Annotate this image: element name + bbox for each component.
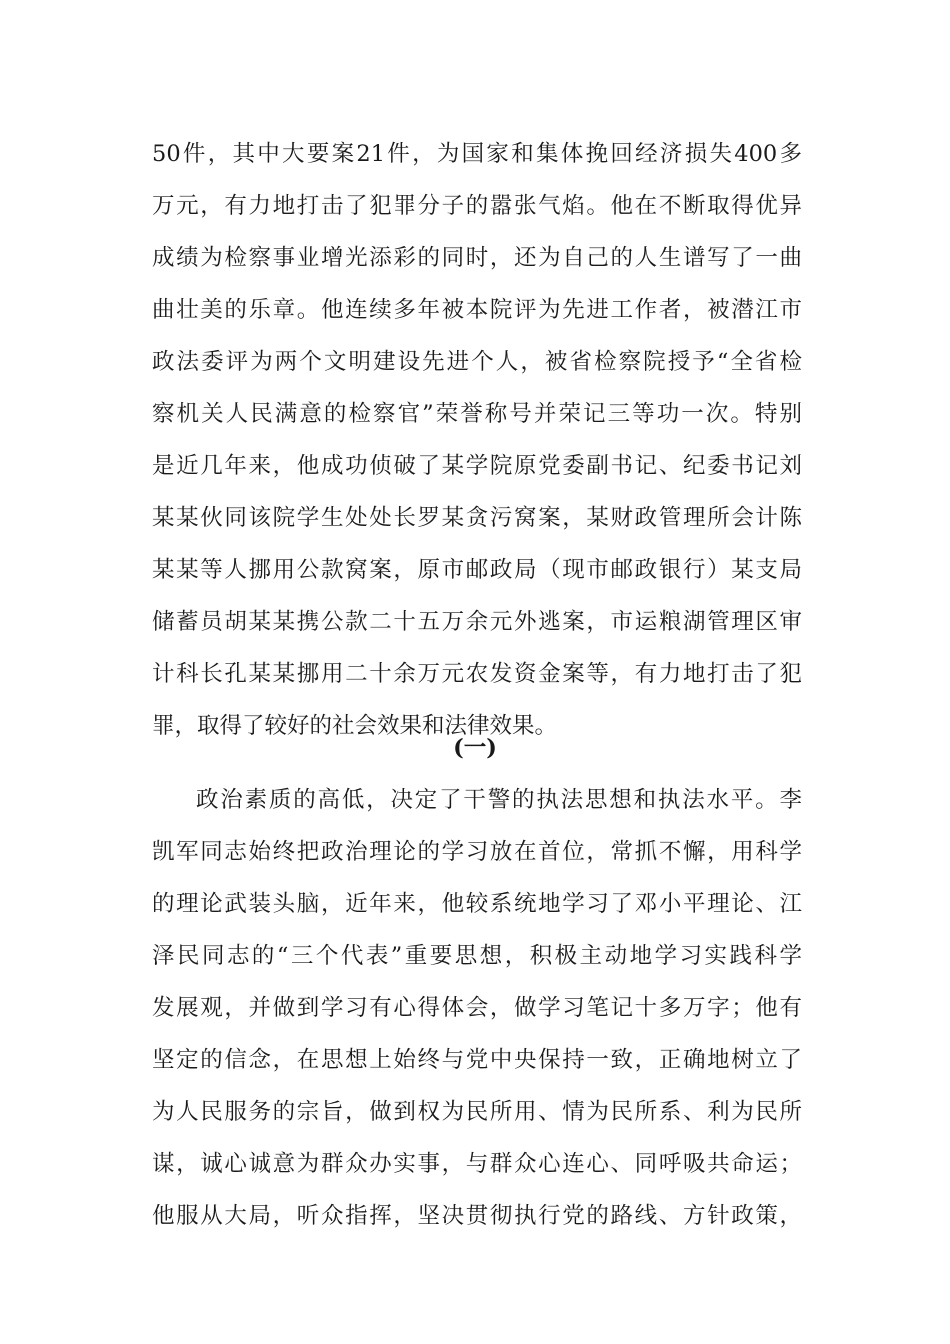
paragraph-line: 坚定的信念，在思想上始终与党中央保持一致，正确地树立了: [152, 1047, 802, 1073]
paragraph-line: 成绩为检察事业增光添彩的同时，还为自己的人生谱写了一曲: [152, 245, 802, 271]
paragraph-line: 罪，取得了较好的社会效果和法律效果。: [152, 713, 558, 739]
paragraph-line: 某某伙同该院学生处处长罗某贪污窝案，某财政管理所会计陈: [152, 505, 802, 531]
paragraph-line: 是近几年来，他成功侦破了某学院原党委副书记、纪委书记刘: [152, 453, 802, 479]
paragraph-line: 曲壮美的乐章。他连续多年被本院评为先进工作者，被潜江市: [152, 297, 802, 323]
paragraph-line: 为人民服务的宗旨，做到权为民所用、情为民所系、利为民所: [152, 1099, 802, 1125]
paragraph-line: 计科长孔某某挪用二十余万元农发资金案等，有力地打击了犯: [152, 661, 802, 687]
paragraph-line: 某某等人挪用公款窝案，原市邮政局（现市邮政银行）某支局: [152, 557, 802, 583]
paragraph-line: 政法委评为两个文明建设先进个人，被省检察院授予“全省检: [152, 349, 802, 375]
paragraph-line: 的理论武装头脑，近年来，他较系统地学习了邓小平理论、江: [152, 891, 802, 917]
paragraph-line: 政治素质的高低，决定了干警的执法思想和执法水平。李: [196, 787, 802, 813]
paragraph-line: 发展观，并做到学习有心得体会，做学习笔记十多万字；他有: [152, 995, 802, 1021]
paragraph-line: 察机关人民满意的检察官”荣誉称号并荣记三等功一次。特别: [152, 401, 802, 427]
paragraph-line: 50件，其中大要案21件，为国家和集体挽回经济损失400多: [152, 141, 802, 167]
paragraph-line: 凯军同志始终把政治理论的学习放在首位，常抓不懈，用科学: [152, 839, 802, 865]
paragraph-line: 他服从大局，听众指挥，坚决贯彻执行党的路线、方针政策，: [152, 1203, 802, 1229]
paragraph-line: 万元，有力地打击了犯罪分子的嚣张气焰。他在不断取得优异: [152, 193, 802, 219]
paragraph-line: 泽民同志的“三个代表”重要思想，积极主动地学习实践科学: [152, 943, 802, 969]
paragraph-line: 谋，诚心诚意为群众办实事，与群众心连心、同呼吸共命运；: [152, 1151, 802, 1177]
section-heading: (一): [453, 735, 497, 761]
paragraph-line: 储蓄员胡某某携公款二十五万余元外逃案，市运粮湖管理区审: [152, 609, 802, 635]
